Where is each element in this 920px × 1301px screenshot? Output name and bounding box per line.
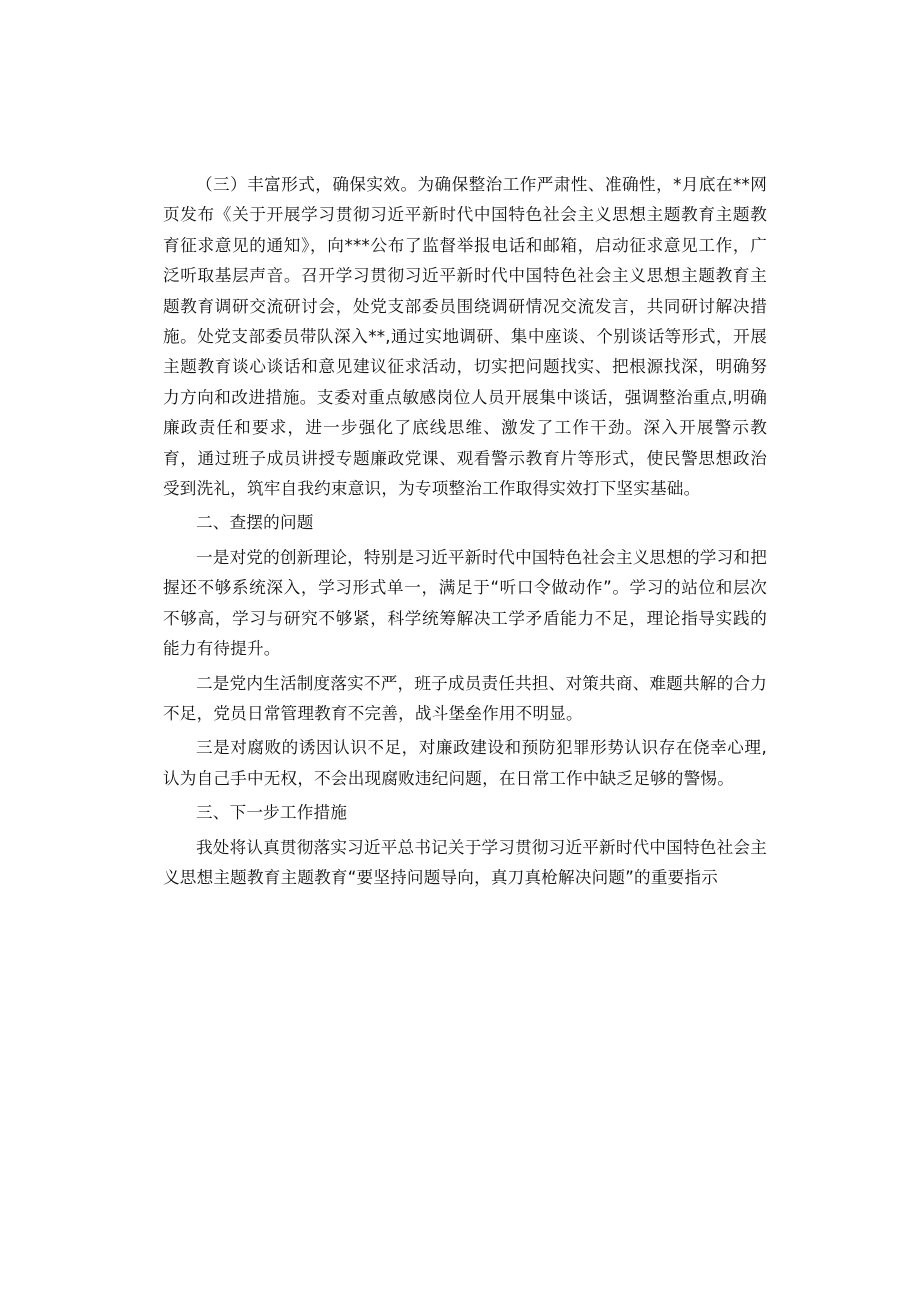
section-heading-next-steps: 三、下一步工作措施 [196, 803, 348, 823]
paragraph-next-steps: 我处将认真贯彻落实习近平总书记关于学习贯彻习近平新时代中国特色社会主义思想主题教育主题教育“要坚持问题导向，真刀真枪解决问题”的重要指示 [163, 837, 767, 887]
paragraph-rich-forms: （三）丰富形式，确保实效。为确保整治工作严肃性、准确性，*月底在**网页发布《关于开展学习贯彻习近平新时代中国特色社会主义思想主题教育主题教育征求意见的通知》，向***公布了监督举报电话和邮箱，启动征求意见工作，广泛听取基层声音。召开学习贯彻习近平新时代中国特色社会主义思想主题教育主题教育调研交流研讨会，处党支部委员围绕调研情况交流发言，共同研讨解决措施。处党支部委员带队深入**,通过实地调研、集中座谈、个别谈话等形式，开展主题教育谈心谈话和意见建议征求活动，切实把问题找实、把根源找深，明确努力方向和改进措施。支委对重点敏感岗位人员开展集中谈话，强调整治重点,明确廉政责任和要求，进一步强化了底线思维、激发了工作干劲。深入开展警示教育，通过班子成员讲授专题廉政党课、观看警示教育片等形式，使民警思想政治受到洗礼，筑牢自我约束意识，为专项整治工作取得实效打下坚实基础。 [163, 175, 767, 499]
paragraph-problem-one: 一是对党的创新理论，特别是习近平新时代中国特色社会主义思想的学习和把握还不够系统深入，学习形式单一，满足于“听口令做动作”。学习的站位和层次不够高，学习与研究不够紧，科学统筹解决工学矛盾能力不足，理论指导实践的能力有待提升。 [163, 547, 767, 659]
paragraph-problem-two: 二是党内生活制度落实不严，班子成员责任共担、对策共商、难题共解的合力不足，党员日常管理教育不完善，战斗堡垒作用不明显。 [163, 673, 767, 723]
paragraph-problem-three: 三是对腐败的诱因认识不足，对廉政建设和预防犯罪形势认识存在侥幸心理,认为自己手中无权，不会出现腐败违纪问题，在日常工作中缺乏足够的警惕。 [163, 738, 767, 788]
document-body [163, 170, 767, 897]
section-heading-problems: 二、查摆的问题 [196, 513, 314, 533]
